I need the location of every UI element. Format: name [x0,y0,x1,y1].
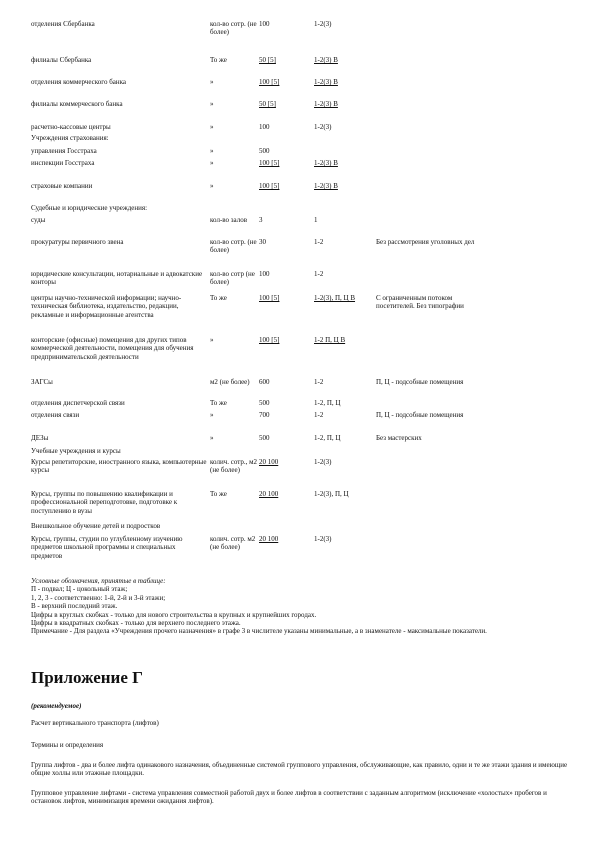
table-cell-c1: Внешкольное обучение детей и подростков [31,522,161,530]
table-cell-c2: То же [210,490,227,498]
table-cell-c2: колич. сотр., м2 (не более) [210,458,258,475]
table-cell-c4: 1-2 [314,270,324,278]
appendix-status: (рекомендуемое) [31,702,82,710]
table-cell-c5: П, Ц - подсобные помещения [376,378,464,386]
table-cell-c1: Курсы, группы, студии по углубленному изучению предметов школьной программы и специальных предметов [31,535,183,560]
table-cell-c1: Учебные учреждения и курсы [31,447,121,455]
appendix-heading: Приложение Г [31,668,143,687]
table-cell-c2: кол-во сотр. (не более) [210,20,257,37]
table-cell-c3: 100 [5] [259,294,280,302]
table-cell-c5: Без мастерских [376,434,422,442]
definition-paragraph: Групповое управление лифтами - система управления совместной работой двух и более лифтов в соответствии с заданным алгоритмом (исключение «холостых» пробегов и остановок лифтов, минимизация времени ожидания лифтов). [31,789,547,806]
table-cell-c4: 1 [314,216,318,224]
table-cell-c1: страховые компании [31,182,93,190]
table-cell-c4: 1-2(3) [314,535,332,543]
table-cell-c1: отделения коммерческого банка [31,78,127,86]
table-cell-c1: филиалы коммерческого банка [31,100,123,108]
table-cell-c2: » [210,147,214,155]
table-cell-c2: м2 (не более) [210,378,250,386]
table-cell-c4: 1-2 [314,238,324,246]
table-cell-c5: П, Ц - подсобные помещения [376,411,464,419]
table-cell-c3: 100 [259,123,270,131]
table-cell-c1: Курсы репетиторские, иностранного языка, компьютерные курсы [31,458,207,475]
table-cell-c4: 1-2(3) В [314,78,338,86]
table-cell-c4: 1-2, П, Ц [314,434,341,442]
table-cell-c2: То же [210,399,227,407]
table-cell-c4: 1-2(3) [314,123,332,131]
table-cell-c1: отделения связи [31,411,80,419]
table-cell-c4: 1-2, П, Ц [314,399,341,407]
table-cell-c3: 100 [5] [259,182,280,190]
table-cell-c1: юридические консультации, нотариальные и адвокатские конторы [31,270,203,287]
legend [31,577,571,636]
table-cell-c1: отделения диспетчерской связи [31,399,125,407]
table-cell-c2: » [210,182,214,190]
table-cell-c2: колич. сотр. м2 (не более) [210,535,256,552]
table-cell-c2: кол-во сотр (не более) [210,270,255,287]
table-cell-c2: » [210,78,214,86]
table-cell-c2: » [210,411,214,419]
table-cell-c3: 500 [259,434,270,442]
table-cell-c2: То же [210,294,227,302]
table-cell-c1: расчетно-кассовые центры [31,123,111,131]
table-cell-c1: ДЕЗы [31,434,49,442]
legend-line: 1, 2, 3 - соответственно: 1-й, 2-й и 3-й этажи; [31,593,166,602]
table-cell-c4: 1-2(3) В [314,56,338,64]
table-cell-c4: 1-2(3) В [314,100,338,108]
legend-note: Примечание - Для раздела «Учреждения прочего назначения» в графе 3 в числителе указаны минимальные, а в знаменателе - максимальные показатели. [31,627,487,636]
table-cell-c2: » [210,123,214,131]
table-cell-c5: Без рассмотрения уголовных дел [376,238,475,246]
table-cell-c3: 100 [5] [259,78,280,86]
table-cell-c3: 100 [5] [259,336,280,344]
table-cell-c3: 600 [259,378,270,386]
table-cell-c1: конторские (офисные) помещения для других типов коммерческой деятельности, помещения для обучения предпринимательской деятельности [31,336,194,361]
table-cell-c4: 1-2(3) В [314,182,338,190]
table-cell-c1: управления Госстраха [31,147,97,155]
table-cell-c3: 700 [259,411,270,419]
definition-paragraph: Группа лифтов - два и более лифта одинакового назначения, объединенные системой группового управления, обслуживающие, как правило, одни и те же этажи здания и имеющие общие холлы или этажные площадки. [31,761,568,778]
table-cell-c3: 50 [5] [259,56,276,64]
legend-title: Условные обозначения, принятые в таблице: [31,577,166,585]
legend-line: Цифры в квадратных скобках - только для верхнего последнего этажа. [31,619,241,628]
table-cell-c3: 3 [259,216,263,224]
table-cell-c4: 1-2 [314,411,324,419]
table-cell-c3: 30 [259,238,266,246]
table-cell-c3: 20 100 [259,535,279,543]
table-cell-c2: кол-во сотр. (не более) [210,238,257,255]
table-cell-c1: прокуратуры первичного звена [31,238,124,246]
table-cell-c1: филиалы Сбербанка [31,56,92,64]
table-cell-c3: 20 100 [259,490,279,498]
table-cell-c2: кол-во залов [210,216,248,224]
legend-line: П - подвал; Ц - цокольный этаж; [31,585,128,594]
table-cell-c1: Учреждения страхования: [31,134,109,142]
table-cell-c2: » [210,100,214,108]
table-cell-c1: инспекции Госстраха [31,159,95,167]
table-cell-c3: 50 [5] [259,100,276,108]
table-cell-c4: 1-2(3) В [314,159,338,167]
table-cell-c3: 100 [259,270,270,278]
table-cell-c1: центры научно-технической информации; научно-техническая библиотека, издательство, редакции, рекламные и информационные агентства [31,294,182,319]
table-cell-c3: 100 [5] [259,159,280,167]
table-cell-c2: » [210,336,214,344]
table-cell-c4: 1-2 [314,378,324,386]
legend-line: Цифры в круглых скобках - только для нового строительства в крупных и крупнейших городах. [31,610,317,619]
terms-title: Термины и определения [31,741,104,749]
table-cell-c3: 500 [259,399,270,407]
legend-line: В - верхний последний этаж. [31,602,118,611]
table-cell-c2: » [210,434,214,442]
table-cell-c1: отделения Сбербанка [31,20,95,28]
table-cell-c1: суды [31,216,46,224]
table-cell-c3: 500 [259,147,270,155]
appendix-subtitle: Расчет вертикального транспорта (лифтов) [31,719,159,727]
table-cell-c1: ЗАГСы [31,378,53,386]
table-cell-c4: 1-2 П, Ц В [314,336,346,344]
table-cell-c2: » [210,159,214,167]
table-cell-c5: С ограниченным потоком посетителей. Без типографии [376,294,464,311]
table-cell-c4: 1-2(3) [314,20,332,28]
table-cell-c2: То же [210,56,227,64]
table-cell-c4: 1-2(3), П, Ц [314,490,349,498]
table-cell-c3: 100 [259,20,270,28]
table-cell-c1: Судебные и юридические учреждения: [31,204,148,212]
table-cell-c4: 1-2(3) [314,458,332,466]
table-cell-c1: Курсы, группы по повышению квалификации и профессиональной переподготовке, подготовке к поступлению в вузы [31,490,178,515]
table-cell-c3: 20 100 [259,458,279,466]
table-cell-c4: 1-2(3), П, Ц В [314,294,356,302]
